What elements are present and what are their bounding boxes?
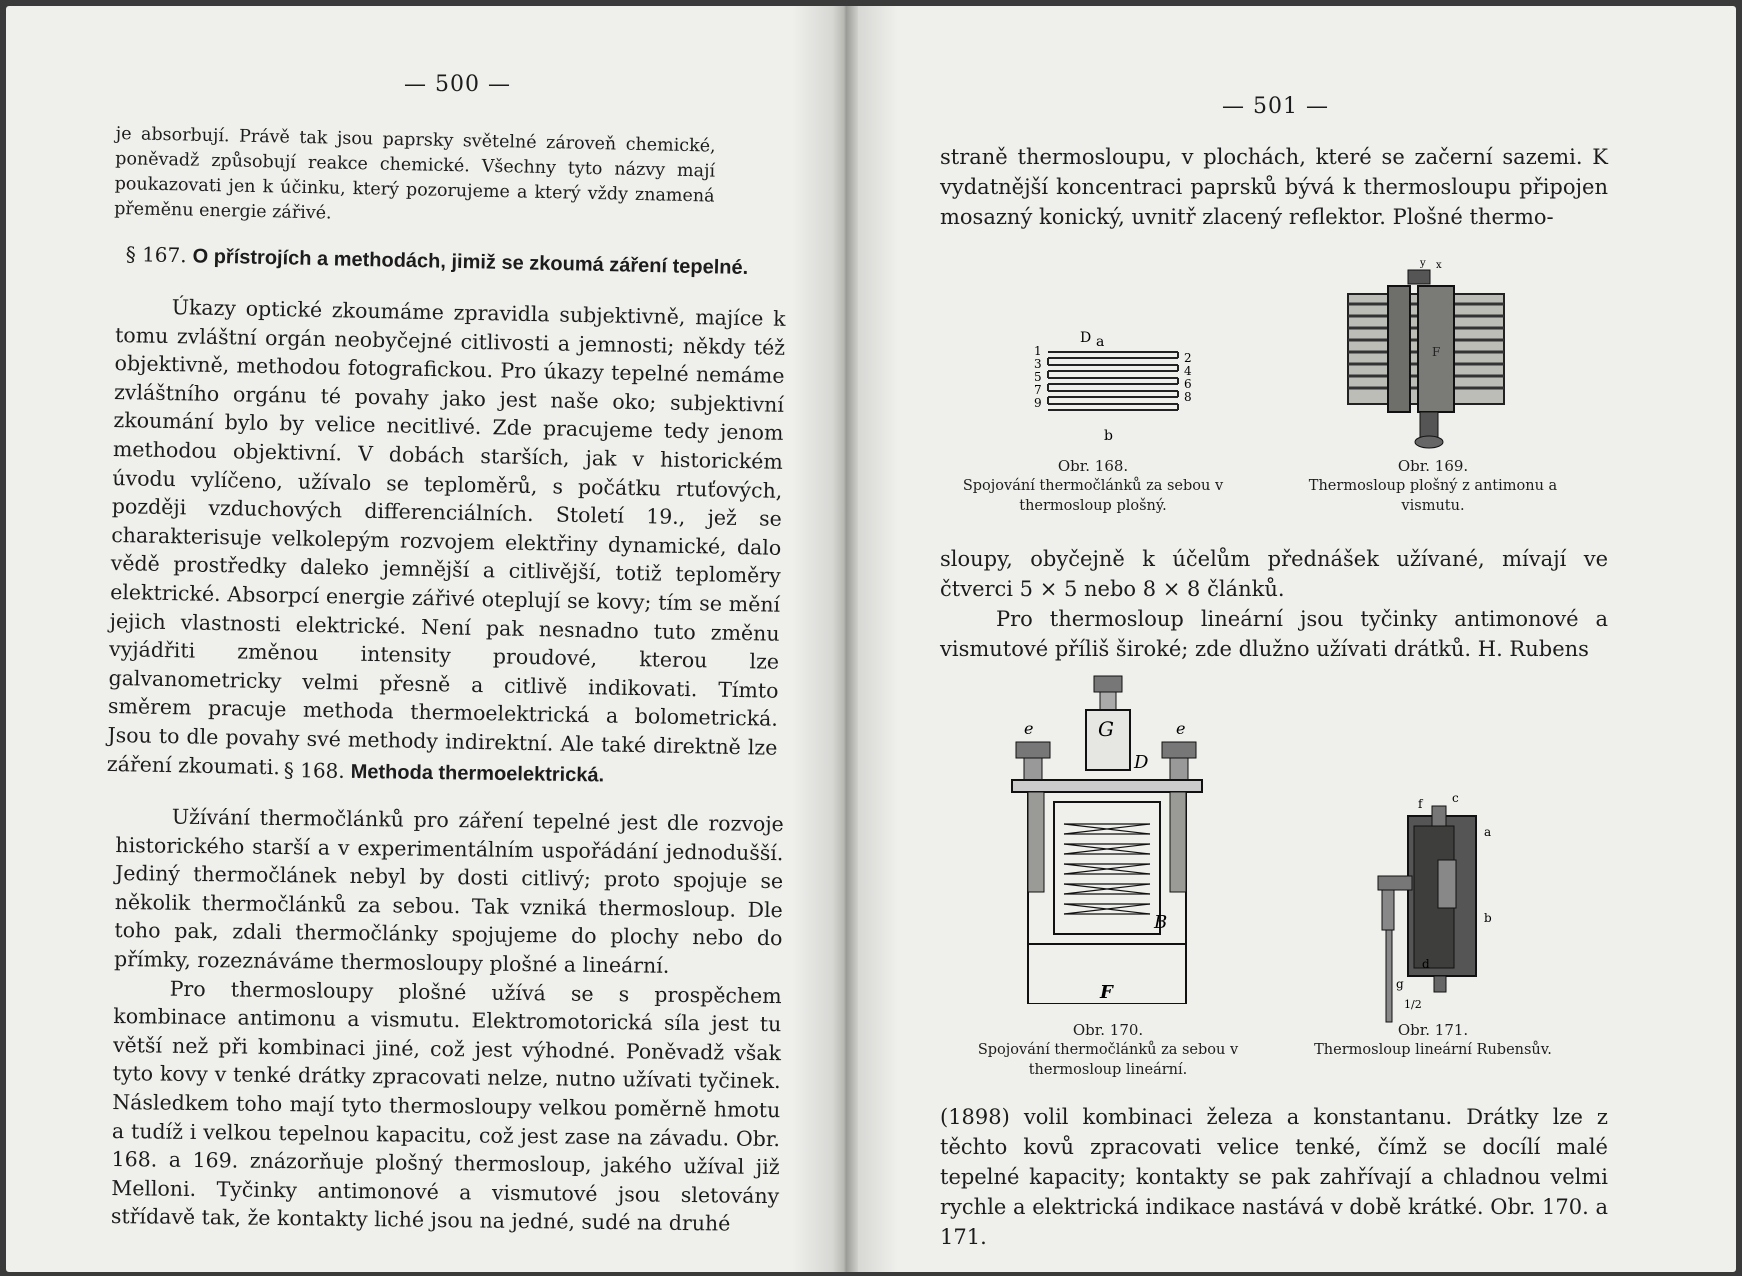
fig170-label-B: B <box>1154 912 1168 933</box>
page-number-right: — 501 — <box>1222 94 1329 119</box>
fig171-label-f: f <box>1418 797 1423 811</box>
fig168-label-a: a <box>1096 334 1105 350</box>
fig171-label-b: b <box>1484 911 1492 925</box>
fig168-num: 7 <box>1034 383 1042 397</box>
figure-170-caption: Obr. 170. Spojování thermočlánků za sebou v thermosloup lineární. <box>977 1021 1239 1078</box>
left-paragraph-168: Užívání thermočlánků pro záření tepelné jest dle rozvoje historického starší a v experimentálním uspořádání jednodušší. Jediný thermočlánek nebyl by dosti citlivý; proto spojuje se několik thermočlánků za sebou. Tak vzniká thermosloup. Dle toho pak, zdali thermočlánky spojujeme do plochy nebo do přímky, rozeznáváme thermosloupy plošné a lineární. Pro thermosloupy plošné užívá se s prospěchem kombinace antimonu a vismutu. Elektromotorická síla jest tu větší než při kombinaci jiné, což jest výhodné. Poněvadž však tyto kovy v tenké drátky zpracovati nelze, nutno užívati tyčinek. Následkem toho mají tyto thermosloupy velkou poměrně hmotu a tudíž i velkou tepelnou kapacitu, což jest zase na závadu. Obr. 168. a 169. znázorňuje plošný thermosloup, jakého užíval již Melloni. Tyčinky antimonové a vismutové jsou sletovány střídavě tak, že kontakty liché jsou na jedné, sudé na druhé <box>110 804 784 1236</box>
figure-170-diagram <box>1006 674 1206 1004</box>
figure-168-diagram <box>1026 322 1216 452</box>
fig170-label-D: D <box>1134 752 1149 773</box>
right-top-text: straně thermosloupu, v plochách, které se začerní sazemi. K vydatnější koncentraci paprsků bývá k thermosloupu připojen mosazný konický, uvnitř zlacený reflektor. Plošné thermo- <box>940 145 1608 229</box>
figure-168-caption: Obr. 168. Spojování thermočlánků za sebou v thermosloup plošný. <box>962 457 1224 514</box>
fig171-label-a: a <box>1484 825 1492 839</box>
figure-169-caption: Obr. 169. Thermosloup plošný z antimonu a vismutu. <box>1308 457 1558 514</box>
fig168-num: 8 <box>1184 390 1192 404</box>
fig170-label-F: F <box>1100 982 1113 1003</box>
fig168-num: 3 <box>1034 357 1042 371</box>
fig168-num: 2 <box>1184 351 1192 365</box>
section-167-heading: § 167. O přístrojích a methodách, jimiž se zkoumá záření tepelné. <box>125 242 749 280</box>
fig169-label-x: x <box>1436 260 1442 271</box>
left-paragraph-167: Úkazy optické zkoumáme zpravidla subjektivně, majíce k tomu zvláštní orgán neobyčejné citlivosti a jemnosti; někdy též objektivně, methodou fotografickou. Pro úkazy tepelné nemáme zvláštního orgánu té povahy jako jest naše oko; subjektivní zkoumání bylo by velice necitlivé. Zde pracujeme tedy jenom methodou objektivní. V dobách starších, jak v historickém úvodu vylíčeno, užívalo se teploměrů, s počátku rtuťových, později vzduchových differenciálních. Století 19., jež se charakterisuje velkolepým rozvojem elektřiny dynamické, dalo vědě prostředky daleko jemnější a citlivější, totiž teploměry elektrické. Absorpcí energie zářivé oteplují se kovy; tím se mění jejich vlastnosti elektrické. Není pak nesnadno tuto změnu vyjádřiti změnou intensity proudové, kterou lze galvanometricky velmi přesně a citlivě indikovati. Tímto směrem pracuje methoda thermoelektrická a bolometrická. Jsou to dle povahy své methody indirektní. Ale také direktně lze záření zkoumati. <box>106 295 786 779</box>
right-middle-text: sloupy, obyčejně k účelům přednášek užívané, mívají ve čtverci 5 × 5 nebo 8 × 8 článků. Pro thermosloup lineární jsou tyčinky antimonové a vismutové příliš široké; zde dlužno užívati drátků. H. Rubens <box>940 547 1608 661</box>
fig168-label-D: D <box>1080 330 1092 346</box>
fig171-label-g: g <box>1396 977 1404 991</box>
fig170-label-e: e <box>1024 719 1034 738</box>
right-page <box>858 6 1736 1272</box>
fig171-label-half: 1/2 <box>1404 998 1422 1011</box>
fig168-num: 9 <box>1034 396 1042 410</box>
section-168-heading: § 168. Methoda thermoelektrická. <box>283 758 605 787</box>
figure-171-caption: Obr. 171. Thermosloup lineární Rubensův. <box>1314 1021 1552 1058</box>
fig168-num: 5 <box>1034 370 1042 384</box>
left-intro-text: je absorbují. Právě tak jsou paprsky světelné zároveň chemické, poněvadž způsobují reakce chemické. Všechny tyto názvy mají poukazovati jen k účinku, který pozorujeme a který vždy znamená přeměnu energie zářivé. <box>113 123 716 224</box>
fig171-label-d: d <box>1422 957 1430 971</box>
fig168-num: 6 <box>1184 377 1192 391</box>
fig168-label-b: b <box>1104 428 1113 444</box>
right-bottom-text: (1898) volil kombinaci železa a konstantanu. Drátky lze z těchto kovů zpracovati velice tenké, čímž se docílí malé tepelné kapacity; kontakty se pak zahřívají a chladnou velmi rychle a elektrická indikace nastává v době krátké. Obr. 170. a 171. <box>940 1105 1608 1249</box>
left-page <box>6 6 832 1272</box>
fig168-num: 4 <box>1184 364 1192 378</box>
fig169-label-F: F <box>1432 345 1441 359</box>
fig171-label-c: c <box>1452 791 1459 805</box>
figure-171-diagram <box>1348 786 1518 1026</box>
page-number-left: — 500 — <box>404 72 511 97</box>
fig169-label-y: y <box>1420 258 1426 269</box>
book-gutter <box>832 6 858 1272</box>
fig170-label-G: G <box>1098 717 1114 741</box>
figure-169-diagram <box>1336 256 1516 456</box>
fig168-num: 1 <box>1034 344 1042 358</box>
fig170-label-e: e <box>1176 719 1186 738</box>
